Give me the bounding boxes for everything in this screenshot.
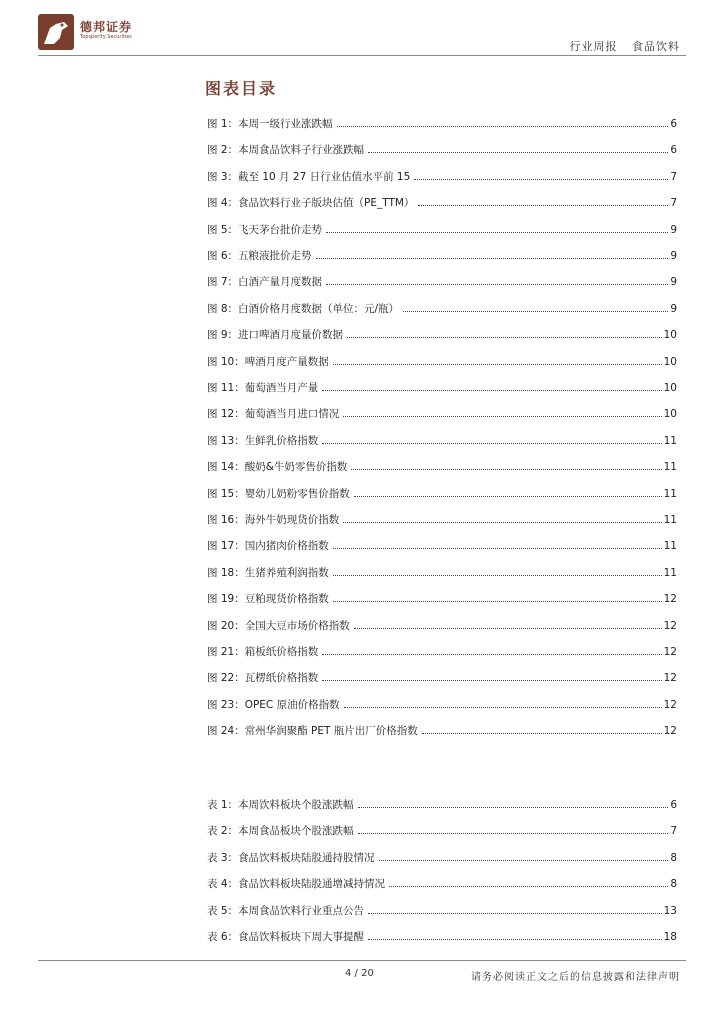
toc-leader-dots bbox=[351, 468, 661, 470]
toc-entry-label: 图 19：豆粕现货价格指数 bbox=[207, 593, 329, 606]
toc-leader-dots bbox=[414, 178, 668, 180]
header-labels bbox=[560, 38, 681, 54]
toc-entry-label: 图 23：OPEC 原油价格指数 bbox=[207, 698, 340, 711]
toc-entry[interactable] bbox=[207, 433, 677, 449]
toc-leader-dots bbox=[322, 389, 661, 391]
toc-entry-page: 6 bbox=[670, 118, 677, 130]
toc-entry-page: 11 bbox=[663, 487, 677, 500]
toc-leader-dots bbox=[358, 806, 669, 808]
toc-leader-dots bbox=[337, 125, 669, 127]
toc-entry[interactable] bbox=[207, 850, 677, 866]
toc-entry[interactable] bbox=[207, 248, 677, 264]
toc-leader-dots bbox=[344, 706, 662, 708]
brand-logo-icon bbox=[38, 14, 74, 50]
page-number: 4 / 20 bbox=[345, 968, 374, 979]
toc-entry[interactable] bbox=[207, 459, 677, 475]
toc-leader-dots bbox=[333, 547, 662, 549]
toc-entry-label: 图 4：食品饮料行业子版块估值（PE_TTM） bbox=[207, 197, 415, 210]
toc-leader-dots bbox=[322, 442, 661, 444]
toc-entry-page: 9 bbox=[670, 223, 677, 236]
toc-leader-dots bbox=[368, 151, 668, 153]
toc-entry[interactable] bbox=[207, 823, 677, 839]
toc-entry-label: 图 8：白酒价格月度数据（单位：元/瓶） bbox=[207, 302, 400, 315]
toc-entry-label: 图 22：瓦楞纸价格指数 bbox=[207, 672, 319, 685]
toc-entry-label: 图 1：本周一级行业涨跌幅 bbox=[207, 118, 333, 130]
toc-entry-page: 12 bbox=[663, 646, 677, 658]
toc-entry[interactable] bbox=[207, 354, 677, 370]
toc-leader-dots bbox=[389, 885, 668, 887]
toc-entry-page: 10 bbox=[663, 408, 677, 421]
toc-entry-page: 9 bbox=[670, 250, 677, 262]
toc-entry[interactable] bbox=[207, 723, 677, 739]
toc-entry-label: 表 3：食品饮料板块陆股通持股情况 bbox=[207, 851, 375, 864]
toc-entry-page: 11 bbox=[663, 434, 677, 447]
toc-entry-label: 图 12：葡萄酒当月进口情况 bbox=[207, 408, 340, 421]
toc-leader-dots bbox=[333, 574, 662, 576]
toc-leader-dots bbox=[358, 832, 669, 834]
toc-entry-page: 6 bbox=[670, 144, 677, 157]
toc-entry-page: 18 bbox=[663, 931, 677, 943]
toc-entry-page: 10 bbox=[663, 382, 677, 394]
toc-entry[interactable] bbox=[207, 142, 677, 158]
toc-entry-page: 12 bbox=[663, 725, 677, 738]
toc-leader-dots bbox=[326, 231, 668, 233]
toc-entry[interactable] bbox=[207, 697, 677, 713]
toc-entry-label: 图 10：啤酒月度产量数据 bbox=[207, 355, 329, 368]
toc-entry-label: 表 2：本周食品板块个股涨跌幅 bbox=[207, 825, 354, 838]
toc-leader-dots bbox=[368, 938, 662, 940]
toc-entry-label: 图 7：白酒产量月度数据 bbox=[207, 276, 323, 289]
sector-name: 食品饮料 bbox=[632, 40, 680, 53]
toc-entry-label: 表 4：食品饮料板块陆股通增减持情况 bbox=[207, 878, 386, 891]
toc-leader-dots bbox=[347, 336, 662, 338]
brand-name: 德邦证券 bbox=[80, 20, 133, 34]
toc-leader-dots bbox=[333, 363, 662, 365]
toc-entry-page: 8 bbox=[670, 878, 677, 891]
toc-entry[interactable] bbox=[207, 591, 677, 607]
toc-entry-label: 图 18：生猪养殖利润指数 bbox=[207, 566, 329, 579]
brand-name-en: Topsperity Securities bbox=[80, 34, 132, 40]
toc-leader-dots bbox=[343, 415, 661, 417]
toc-entry[interactable] bbox=[207, 327, 677, 343]
toc-leader-dots bbox=[368, 912, 662, 914]
toc-entry-page: 11 bbox=[663, 566, 677, 579]
toc-entry-page: 10 bbox=[663, 355, 677, 368]
toc-entry-page: 9 bbox=[670, 276, 677, 289]
toc-leader-dots bbox=[316, 257, 669, 259]
toc-entry-page: 9 bbox=[670, 302, 677, 315]
toc-entry[interactable] bbox=[207, 169, 677, 185]
toc-leader-dots bbox=[422, 732, 662, 734]
toc-entry-page: 7 bbox=[670, 825, 677, 838]
toc-entry[interactable] bbox=[207, 195, 677, 211]
toc-leader-dots bbox=[343, 521, 661, 523]
page-header bbox=[0, 0, 724, 60]
toc-entry-page: 12 bbox=[663, 619, 677, 632]
toc-entry-page: 11 bbox=[663, 540, 677, 553]
toc-entry-page: 8 bbox=[670, 851, 677, 864]
toc-entry[interactable] bbox=[207, 116, 677, 132]
toc-entry-label: 图 3：截至 10 月 27 日行业估值水平前 15 bbox=[207, 170, 411, 183]
toc-entry-label: 图 16：海外牛奶现货价指数 bbox=[207, 514, 340, 526]
toc-entry-label: 图 17：国内猪肉价格指数 bbox=[207, 540, 329, 553]
toc-entry-label: 表 5：本周食品饮料行业重点公告 bbox=[207, 904, 365, 917]
toc-entry-label: 图 5：飞天茅台批价走势 bbox=[207, 223, 323, 236]
toc-entry[interactable] bbox=[207, 797, 677, 813]
toc-leader-dots bbox=[322, 679, 661, 681]
toc-entry[interactable] bbox=[207, 670, 677, 686]
toc-entry[interactable] bbox=[207, 644, 677, 660]
toc-entry-label: 表 1：本周饮料板块个股涨跌幅 bbox=[207, 799, 354, 811]
toc-entry-page: 12 bbox=[663, 672, 677, 685]
toc-entry-page: 6 bbox=[670, 799, 677, 811]
toc-entry[interactable] bbox=[207, 486, 677, 502]
footer-divider bbox=[38, 960, 686, 961]
toc-entry[interactable] bbox=[207, 380, 677, 396]
toc-entry-page: 7 bbox=[670, 197, 677, 210]
toc-entry-page: 12 bbox=[663, 593, 677, 606]
toc-leader-dots bbox=[418, 204, 668, 206]
toc-entry[interactable] bbox=[207, 903, 677, 919]
toc-leader-dots bbox=[379, 859, 669, 861]
toc-title: 图表目录 bbox=[205, 79, 278, 98]
header-divider bbox=[38, 55, 686, 56]
toc-leader-dots bbox=[354, 495, 662, 497]
toc-entry-label: 图 9：进口啤酒月度量价数据 bbox=[207, 329, 344, 342]
toc-leader-dots bbox=[354, 627, 662, 629]
toc-entry-page: 11 bbox=[663, 461, 677, 474]
toc-entry-page: 10 bbox=[663, 329, 677, 342]
toc-entry-label: 图 11：葡萄酒当月产量 bbox=[207, 382, 319, 394]
toc-entry[interactable] bbox=[207, 565, 677, 581]
toc-entry[interactable] bbox=[207, 406, 677, 422]
toc-entry[interactable] bbox=[207, 876, 677, 892]
toc-entry-page: 13 bbox=[663, 904, 677, 917]
toc-entry-label: 图 14：酸奶&牛奶零售价指数 bbox=[207, 461, 348, 474]
toc-entry-label: 图 6：五粮液批价走势 bbox=[207, 250, 312, 262]
toc-entry-label: 图 20：全国大豆市场价格指数 bbox=[207, 619, 350, 632]
toc-leader-dots bbox=[322, 653, 661, 655]
toc-entry-page: 12 bbox=[663, 698, 677, 711]
toc-leader-dots bbox=[333, 600, 662, 602]
legal-disclaimer: 请务必阅读正文之后的信息披露和法律声明 bbox=[471, 972, 680, 983]
toc-entry[interactable] bbox=[207, 512, 677, 528]
toc-leader-dots bbox=[326, 283, 668, 285]
toc-entry-page: 7 bbox=[670, 170, 677, 183]
toc-entry-label: 图 2：本周食品饮料子行业涨跌幅 bbox=[207, 144, 365, 157]
toc-entry-label: 图 13：生鲜乳价格指数 bbox=[207, 434, 319, 447]
toc-entry-label: 图 15：婴幼儿奶粉零售价指数 bbox=[207, 487, 350, 500]
toc-leader-dots bbox=[403, 310, 668, 312]
toc-entry[interactable] bbox=[207, 929, 677, 945]
toc-entry[interactable] bbox=[207, 274, 677, 290]
report-type: 行业周报 bbox=[569, 40, 618, 53]
toc-entry[interactable] bbox=[207, 301, 677, 317]
toc-entry[interactable] bbox=[207, 222, 677, 238]
toc-entry-page: 11 bbox=[663, 514, 677, 526]
toc-entry-label: 表 6：食品饮料板块下周大事提醒 bbox=[207, 931, 365, 943]
toc-entry[interactable] bbox=[207, 618, 677, 634]
toc-entry-label: 图 21：箱板纸价格指数 bbox=[207, 646, 319, 658]
toc-entry[interactable] bbox=[207, 538, 677, 554]
toc-entry-label: 图 24：常州华润聚酯 PET 瓶片出厂价格指数 bbox=[207, 725, 418, 738]
